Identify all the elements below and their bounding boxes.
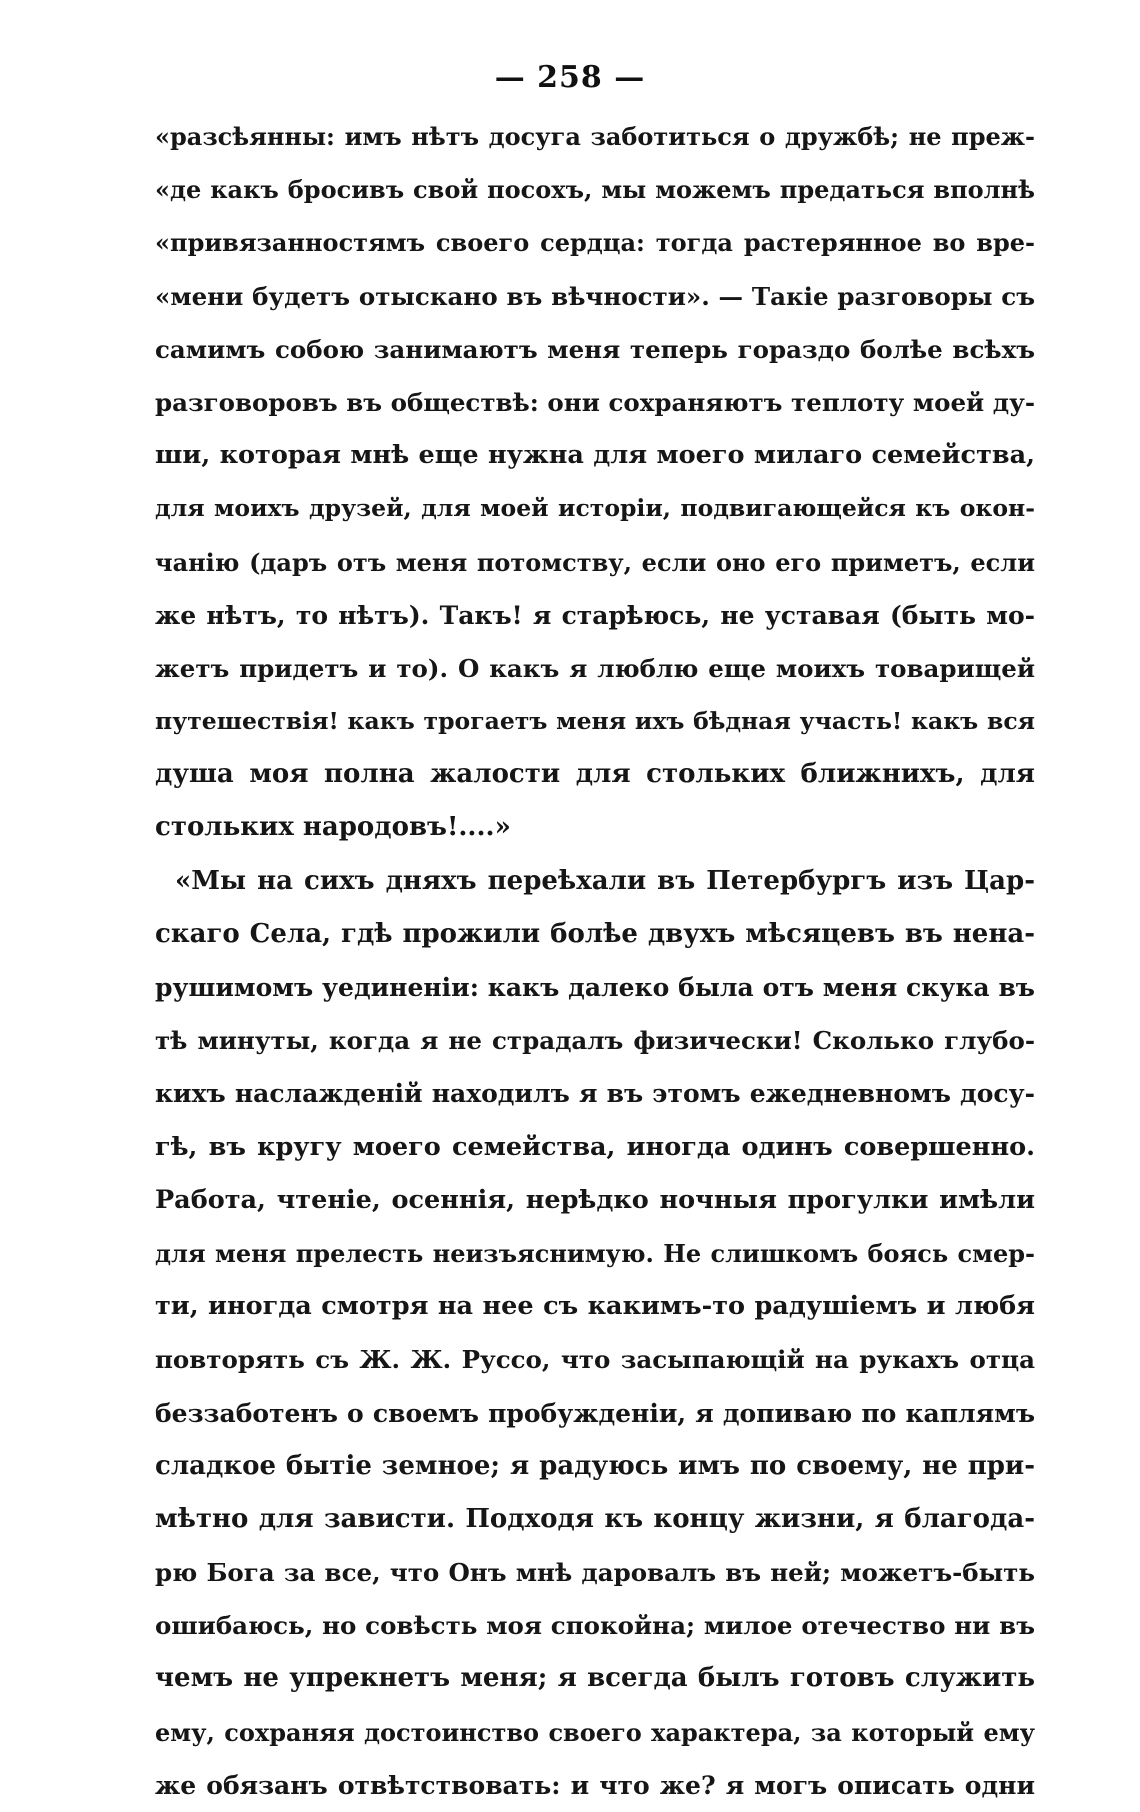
text-line: Работа, чтеніе, осеннія, нерѣдко ночныя прогулки имѣли xyxy=(155,1184,1035,1215)
text-line: жетъ придетъ и то). О какъ я люблю еще моихъ товарищей xyxy=(155,653,1035,683)
text-line: мѣтно для зависти. Подходя къ концу жизни, я благода- xyxy=(155,1503,1035,1534)
text-line: сладкое бытіе земное; я радуюсь имъ по своему, не при- xyxy=(155,1450,1035,1481)
text-line: рушимомъ уединеніи: какъ далеко была отъ меня скука въ xyxy=(155,973,1035,1002)
text-line: разговоровъ въ обществѣ: они сохраняютъ теплоту моей ду- xyxy=(155,387,1035,417)
text-line: для меня прелесть неизъяснимую. Не слишкомъ боясь смер- xyxy=(155,1238,1035,1268)
page-number: — 258 — xyxy=(494,60,646,95)
text-line: «мени будетъ отыскано въ вѣчности». — Такіе разговоры съ xyxy=(155,281,1035,311)
text-line: ти, иногда смотря на нее съ какимъ-то радушіемъ и любя xyxy=(155,1291,1035,1322)
text-line: беззаботенъ о своемъ пробужденіи, я допиваю по каплямъ xyxy=(155,1398,1035,1428)
text-line: «разсѣянны: имъ нѣтъ досуга заботиться о дружбѣ; не преж- xyxy=(155,122,1035,151)
text-line: самимъ собою занимаютъ меня теперь гораздо болѣе всѣхъ xyxy=(155,334,1035,364)
text-line: чанію (даръ отъ меня потомству, если оно его приметъ, если xyxy=(155,547,1035,577)
text-line: «Мы на сихъ дняхъ переѣхали въ Петербургъ изъ Цар- xyxy=(175,865,1035,896)
text-line: ему, сохраняя достоинство своего характера, за который ему xyxy=(155,1717,1035,1747)
text-line: душа моя полна жалости для стольких ближнихъ, для xyxy=(155,759,1035,790)
text-line: кихъ наслажденій находилъ я въ этомъ ежедневномъ досу- xyxy=(155,1079,1035,1109)
text-line: рю Бога за все, что Онъ мнѣ даровалъ въ ней; можетъ-быть xyxy=(155,1558,1035,1588)
text-line: для моихъ друзей, для моей исторіи, подвигающейся къ окон- xyxy=(155,494,1035,523)
text-line: «привязанностямъ своего сердца: тогда растерянное во вре- xyxy=(155,228,1035,258)
text-line: гѣ, въ кругу моего семейства, иногда одинъ совершенно. xyxy=(155,1131,1035,1162)
text-line: же нѣтъ, то нѣтъ). Такъ! я старѣюсь, не уставая (быть мо- xyxy=(155,600,1035,630)
text-line: скаго Села, гдѣ прожили болѣе двухъ мѣсяцевъ въ нена- xyxy=(155,918,1035,949)
text-line: же обязанъ отвѣтствовать: и что же? я могъ описать одни xyxy=(155,1770,1035,1800)
text-line: ши, которая мнѣ еще нужна для моего милаго семейства, xyxy=(155,440,1035,471)
text-line: «де какъ бросивъ свой посохъ, мы можемъ предаться вполнѣ xyxy=(155,175,1035,205)
text-line: повторять съ Ж. Ж. Руссо, что засыпающій на рукахъ отца xyxy=(155,1345,1035,1375)
text-line: чемъ не упрекнетъ меня; я всегда былъ готовъ служить xyxy=(155,1663,1035,1694)
text-line: ошибаюсь, но совѣсть моя спокойна; милое отечество ни въ xyxy=(155,1611,1035,1641)
body-text xyxy=(155,110,1035,1812)
text-line: путешествія! какъ трогаетъ меня ихъ бѣдная участь! какъ вся xyxy=(155,707,1035,736)
text-line: тѣ минуты, когда я не страдалъ физически! Сколько глубо- xyxy=(155,1026,1035,1056)
text-line: стольких народовъ!....» xyxy=(155,812,511,843)
